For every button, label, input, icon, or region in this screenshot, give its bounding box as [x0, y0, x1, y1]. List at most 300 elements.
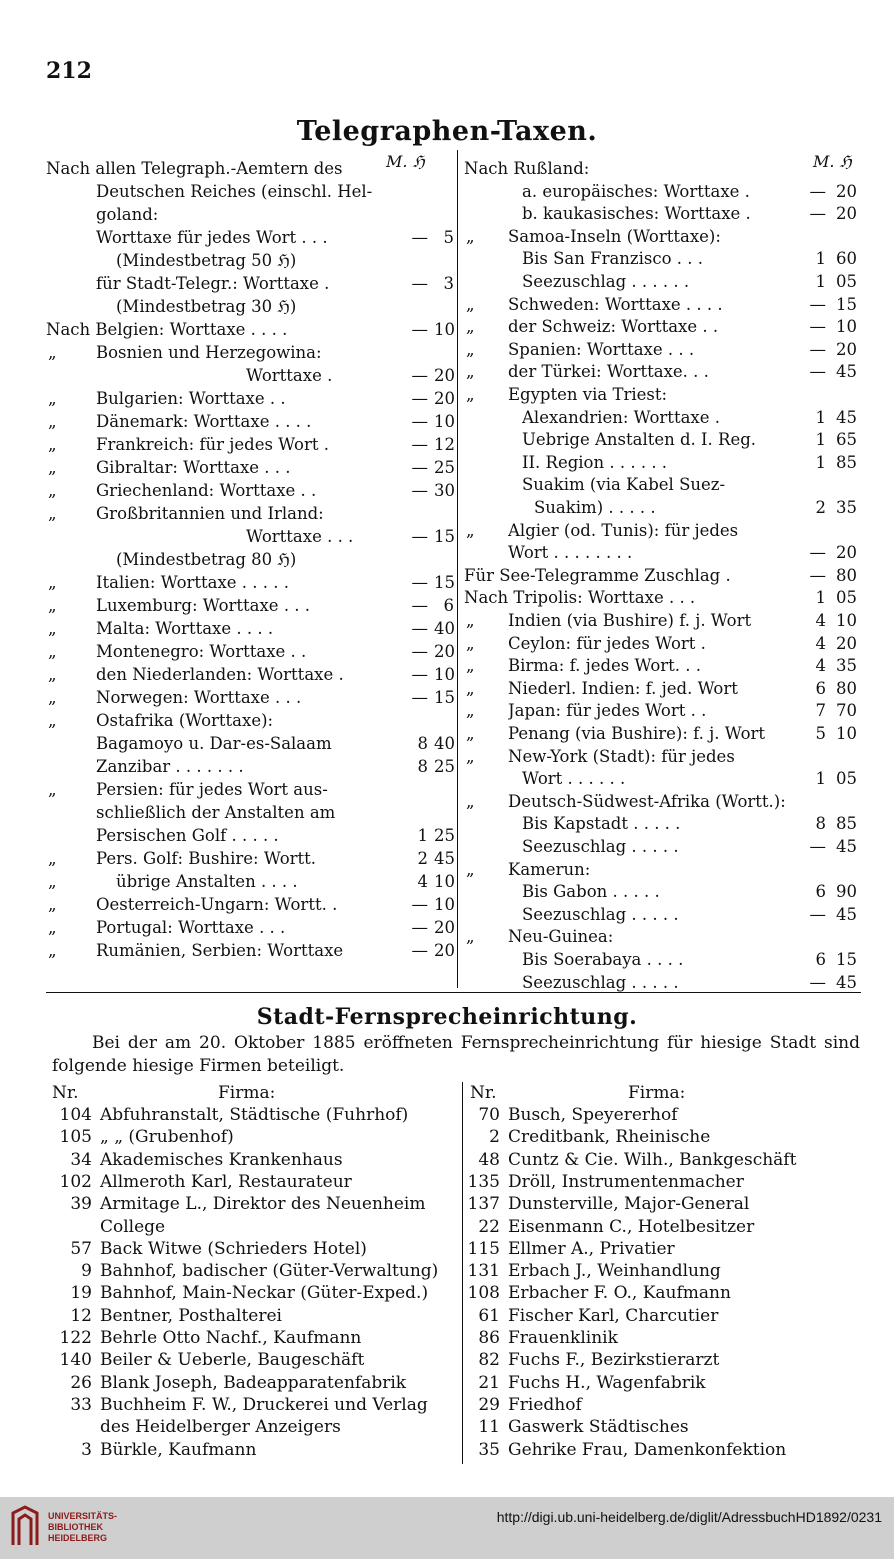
tariff-destination: Nach Belgien: Worttaxe . . . . — [46, 320, 288, 339]
ditto-mark: „ — [466, 746, 475, 766]
tariff-row — [46, 365, 456, 387]
firm-name: Armitage L., Direktor des Neuenheim — [100, 1194, 426, 1215]
price-pfennig: 15 — [434, 527, 455, 546]
ub-heidelberg-logo-icon — [10, 1505, 40, 1549]
tariff-destination: goland: — [96, 205, 159, 224]
firm-number: 102 — [59, 1171, 92, 1192]
firm-name: Erbacher F. O., Kaufmann — [508, 1283, 731, 1304]
ditto-mark: „ — [466, 294, 475, 314]
tariff-destination: Seezuschlag . . . . . . — [522, 272, 690, 291]
price-mark: 1 — [815, 407, 826, 427]
price-mark: 4 — [815, 611, 826, 630]
price-mark: — — [411, 527, 428, 546]
firm-name: Gaswerk Städtisches — [508, 1417, 689, 1438]
price-pfennig: 25 — [434, 757, 455, 776]
firm-number: 35 — [478, 1439, 500, 1460]
tariff-destination: Japan: für jedes Wort . . — [508, 701, 707, 721]
tariff-row — [464, 520, 859, 542]
price-pfennig: 15 — [836, 950, 857, 969]
tariff-destination: Portugal: Worttaxe . . . — [96, 918, 286, 937]
tariff-destination: Birma: f. jedes Wort. . . — [508, 656, 702, 676]
firm-name: Abfuhranstalt, Städtische (Fuhrhof) — [100, 1105, 409, 1125]
tariff-destination: Bis Soerabaya . . . . — [522, 950, 684, 969]
price-mark: 7 — [815, 701, 826, 721]
firm-number: 26 — [70, 1372, 92, 1393]
price-pfennig: 40 — [434, 734, 455, 753]
tariff-destination: Wort . . . . . . . . — [508, 543, 633, 563]
tariff-row — [464, 316, 859, 338]
tariff-row — [46, 227, 456, 249]
price-mark: 1 — [815, 249, 826, 269]
price-mark: — — [809, 543, 826, 563]
ditto-mark: „ — [48, 389, 57, 408]
ditto-mark: „ — [48, 711, 57, 730]
price-mark: 6 — [815, 882, 826, 902]
tariff-row — [46, 572, 456, 594]
tariff-destination: Suakim (via Kabel Suez- — [522, 475, 726, 495]
price-mark: 1 — [815, 769, 826, 789]
tariff-row — [46, 618, 456, 640]
tariff-destination: New-York (Stadt): für jedes — [508, 746, 735, 766]
tariff-destination: Italien: Worttaxe . . . . . — [96, 573, 290, 592]
price-mark: — — [411, 412, 428, 431]
tariff-row — [464, 452, 859, 474]
firm-name: Dröll, Instrumentenmacher — [508, 1171, 744, 1192]
tariff-row — [464, 791, 859, 813]
tariff-row — [46, 549, 456, 571]
tariff-destination: Alexandrien: Worttaxe . — [522, 407, 720, 427]
price-pfennig: 20 — [434, 642, 455, 661]
price-mark: — — [411, 895, 428, 914]
firm-name: Fischer Karl, Charcutier — [508, 1305, 719, 1326]
tariff-row — [46, 434, 456, 456]
column-rule — [457, 150, 458, 988]
tariff-row — [464, 339, 859, 361]
tariff-destination: Deutschen Reiches (einschl. Hel- — [96, 182, 373, 201]
tariff-destination: Persischen Golf . . . . . — [96, 826, 279, 845]
tariff-row — [464, 768, 859, 790]
tariff-row — [464, 723, 859, 745]
firm-name: Beiler & Ueberle, Baugeschäft — [100, 1350, 365, 1371]
price-pfennig: 60 — [836, 249, 857, 269]
price-pfennig: 45 — [836, 904, 857, 924]
price-pfennig: 10 — [836, 724, 857, 743]
tariff-row — [464, 700, 859, 722]
ditto-mark: „ — [466, 678, 475, 698]
tariff-row — [464, 610, 859, 632]
tariff-row — [46, 825, 456, 847]
tariff-destination: Bosnien und Herzegowina: — [96, 343, 322, 362]
tariff-destination: Bis San Franzisco . . . — [522, 249, 704, 269]
price-pfennig: 10 — [836, 317, 857, 337]
price-pfennig: 25 — [434, 458, 455, 477]
ditto-mark: „ — [466, 611, 475, 630]
price-mark: 4 — [815, 656, 826, 676]
tariff-destination: Luxemburg: Worttaxe . . . — [96, 596, 311, 615]
firm-name: Back Witwe (Schrieders Hotel) — [100, 1238, 367, 1259]
price-pfennig: 20 — [434, 389, 455, 408]
price-pfennig: 35 — [836, 498, 857, 517]
tariff-row — [46, 802, 456, 824]
firm-number: 86 — [478, 1328, 500, 1348]
tariff-destination: Neu-Guinea: — [508, 927, 614, 947]
ditto-mark: „ — [466, 385, 475, 404]
price-mark: — — [809, 362, 826, 382]
tariff-destination: Nach Tripolis: Worttaxe . . . — [464, 588, 696, 608]
price-pfennig: 15 — [434, 688, 455, 707]
tariff-destination: Deutsch-Südwest-Afrika (Wortt.): — [508, 791, 786, 811]
tariff-row — [46, 871, 456, 893]
price-mark: 1 — [815, 452, 826, 472]
right-tariff-column — [464, 158, 859, 992]
price-mark: — — [809, 294, 826, 314]
tariff-row — [464, 474, 859, 496]
price-pfennig: 90 — [836, 882, 857, 902]
tariff-destination: a. europäisches: Worttaxe . — [522, 181, 750, 201]
firm-name: Creditbank, Rheinische — [508, 1127, 711, 1148]
tariff-row — [46, 204, 456, 226]
tariff-row — [46, 503, 456, 525]
price-pfennig: 20 — [836, 339, 857, 359]
tariff-row — [464, 633, 859, 655]
tariff-destination: Worttaxe . — [246, 366, 333, 385]
tariff-destination: Penang (via Bushire): f. j. Wort — [508, 724, 766, 743]
price-mark: — — [411, 573, 428, 592]
tariff-row — [46, 181, 456, 203]
firm-name: Bürkle, Kaufmann — [100, 1439, 257, 1460]
price-pfennig: 20 — [836, 633, 857, 653]
tariff-destination: Suakim) . . . . . — [534, 498, 656, 517]
currency-pf: ℌ — [839, 152, 852, 171]
tariff-destination: (Mindestbetrag 30 ℌ) — [116, 297, 297, 316]
firm-name: Buchheim F. W., Druckerei und Verlag — [100, 1394, 428, 1415]
tariff-row — [464, 294, 859, 316]
tariff-row — [46, 848, 456, 870]
price-pfennig: 20 — [434, 918, 455, 937]
firm-name: Bahnhof, badischer (Güter-Verwaltung) — [100, 1261, 439, 1282]
firm-number: 131 — [467, 1261, 500, 1282]
ditto-mark: „ — [48, 596, 57, 615]
tariff-row — [464, 181, 859, 203]
tariff-row — [464, 836, 859, 858]
tariff-destination: für Stadt-Telegr.: Worttaxe . — [96, 274, 330, 293]
tariff-destination: Gibraltar: Worttaxe . . . — [96, 458, 291, 477]
ditto-mark: „ — [48, 412, 57, 431]
firm-name: Allmeroth Karl, Restaurateur — [100, 1171, 352, 1192]
price-mark: 8 — [815, 814, 826, 834]
firm-number: 48 — [478, 1149, 500, 1170]
firm-name: Friedhof — [508, 1394, 582, 1415]
firm-number: 82 — [478, 1350, 500, 1371]
firm-number: 21 — [478, 1372, 500, 1393]
firm-name: Gehrike Frau, Damenkonfektion — [508, 1439, 787, 1460]
ditto-mark: „ — [48, 780, 57, 799]
tariff-destination: Persien: für jedes Wort aus- — [96, 780, 328, 799]
tariff-destination: der Türkei: Worttaxe. . . — [508, 362, 709, 382]
ditto-mark: „ — [466, 633, 475, 653]
tariff-destination: Seezuschlag . . . . . — [522, 837, 679, 856]
firm-number: 61 — [478, 1305, 500, 1326]
price-pfennig: 25 — [434, 826, 455, 845]
ditto-mark: „ — [48, 872, 57, 891]
tariff-row — [464, 859, 859, 881]
intro-text: Bei der am 20. Oktober 1885 eröffneten Fernsprecheinrichtung für hiesige Stadt sind folgende hiesige Firmen beteiligt. — [52, 1033, 860, 1076]
ditto-mark: „ — [466, 520, 475, 540]
price-mark: — — [411, 619, 428, 638]
tariff-destination: den Niederlanden: Worttaxe . — [96, 665, 344, 684]
tariff-destination: Bulgarien: Worttaxe . . — [96, 389, 286, 408]
tariff-row — [464, 384, 859, 406]
price-mark: 4 — [815, 633, 826, 653]
tariff-row — [464, 678, 859, 700]
tariff-row — [464, 904, 859, 926]
firm-header-nr-right: Nr. — [470, 1083, 497, 1103]
price-mark: — — [411, 320, 428, 339]
tariff-row — [46, 388, 456, 410]
tariff-row — [464, 271, 859, 293]
tariff-row — [46, 457, 456, 479]
price-mark: 1 — [417, 826, 428, 845]
tariff-row — [46, 894, 456, 916]
library-logo-text — [48, 1511, 117, 1544]
telephone-title: Stadt-Fernsprecheinrichtung. — [256, 1004, 638, 1030]
firm-number: 3 — [81, 1439, 92, 1460]
tariff-destination: (Mindestbetrag 50 ℌ) — [116, 251, 297, 270]
tariff-destination: Pers. Golf: Bushire: Wortt. — [96, 849, 317, 868]
price-pfennig: 45 — [836, 837, 857, 856]
tariff-destination: Ostafrika (Worttaxe): — [96, 711, 274, 730]
price-mark: 2 — [815, 498, 826, 517]
tariff-destination: Worttaxe . . . — [246, 527, 354, 546]
firm-name: Fuchs H., Wagenfabrik — [508, 1372, 706, 1393]
tariff-row — [464, 158, 859, 180]
price-mark: 8 — [417, 757, 428, 776]
tariff-destination: Seezuschlag . . . . . — [522, 904, 679, 924]
price-pfennig: 15 — [836, 294, 857, 314]
price-pfennig: 10 — [836, 611, 857, 630]
price-pfennig: 30 — [434, 481, 455, 500]
ditto-mark: „ — [48, 642, 57, 661]
tariff-destination: Oesterreich-Ungarn: Wortt. . — [96, 895, 338, 914]
tariff-destination: b. kaukasisches: Worttaxe . — [522, 204, 751, 224]
ditto-mark: „ — [48, 918, 57, 937]
price-pfennig: 80 — [836, 678, 857, 698]
tariff-row — [46, 687, 456, 709]
tariff-destination: Montenegro: Worttaxe . . — [96, 642, 307, 661]
tariff-row — [464, 361, 859, 383]
tariff-destination: der Schweiz: Worttaxe . . — [508, 317, 719, 337]
tariff-row — [464, 746, 859, 768]
firm-number: 57 — [70, 1238, 92, 1259]
tariff-destination: Egypten via Triest: — [508, 385, 668, 404]
firm-number: 70 — [478, 1105, 500, 1125]
firm-number: 11 — [478, 1417, 500, 1438]
price-pfennig: 65 — [836, 430, 857, 450]
ditto-mark: „ — [466, 701, 475, 721]
price-pfennig: 45 — [836, 972, 857, 992]
price-mark: — — [411, 688, 428, 707]
footer-bar — [0, 1497, 894, 1559]
firm-header-firma-right: Firma: — [628, 1083, 686, 1103]
currency-pf: ℌ — [412, 152, 425, 171]
section-divider — [46, 992, 861, 993]
price-pfennig: 05 — [836, 769, 857, 789]
logo-line: UNIVERSITÄTS- — [48, 1511, 118, 1521]
tariff-row — [46, 296, 456, 318]
firm-number: 137 — [467, 1194, 500, 1215]
firm-header-firma-left: Firma: — [218, 1083, 276, 1103]
firm-number: 33 — [70, 1394, 92, 1415]
price-pfennig: 45 — [836, 362, 857, 382]
tariff-destination: Bagamoyo u. Dar-es-Salaam — [96, 734, 332, 753]
firm-number: 2 — [489, 1127, 500, 1148]
tariff-destination: Nach Rußland: — [464, 159, 590, 178]
tariff-destination: übrige Anstalten . . . . — [116, 872, 298, 891]
page-number: 212 — [46, 58, 92, 84]
source-url[interactable]: http://digi.ub.uni-heidelberg.de/diglit/AdressbuchHD1892/0231 — [496, 1509, 882, 1525]
ditto-mark: „ — [48, 619, 57, 638]
price-pfennig: 05 — [836, 588, 857, 608]
firm-name: Eisenmann C., Hotelbesitzer — [508, 1216, 755, 1237]
ditto-mark: „ — [466, 927, 475, 947]
tariff-destination: Niederl. Indien: f. jed. Wort — [508, 678, 738, 698]
price-mark: 1 — [815, 588, 826, 608]
tariff-row — [464, 587, 859, 609]
price-pfennig: 70 — [836, 701, 857, 721]
ditto-mark: „ — [48, 481, 57, 500]
tariff-row — [46, 342, 456, 364]
price-mark: 2 — [417, 849, 428, 868]
tariff-row — [464, 881, 859, 903]
tariff-row — [46, 526, 456, 548]
ditto-mark: „ — [466, 791, 475, 811]
firm-number: 140 — [59, 1350, 92, 1371]
tariff-row — [46, 273, 456, 295]
tariff-destination: Uebrige Anstalten d. I. Reg. — [522, 430, 757, 450]
price-pfennig: 45 — [836, 407, 857, 427]
firm-name: Busch, Speyererhof — [508, 1105, 678, 1125]
firm-name: Ellmer A., Privatier — [508, 1238, 675, 1259]
price-mark: — — [809, 317, 826, 337]
tariff-row — [464, 565, 859, 587]
tariff-row — [464, 248, 859, 270]
firm-number: 22 — [478, 1216, 500, 1237]
price-mark: — — [809, 565, 826, 585]
tariff-destination: Bis Gabon . . . . . — [522, 882, 660, 902]
price-pfennig: 35 — [836, 656, 857, 676]
tariff-destination: Indien (via Bushire) f. j. Wort — [508, 611, 752, 630]
tariff-row — [464, 542, 859, 564]
tariff-destination: Malta: Worttaxe . . . . — [96, 619, 274, 638]
tariff-row — [46, 480, 456, 502]
tariff-destination: Norwegen: Worttaxe . . . — [96, 688, 302, 707]
tariff-row — [46, 940, 456, 962]
firm-name: Dunsterville, Major-General — [508, 1194, 750, 1215]
firm-name: College — [100, 1216, 166, 1237]
logo-line: HEIDELBERG — [48, 1533, 108, 1543]
tariff-row — [46, 319, 456, 341]
price-pfennig: 05 — [836, 272, 857, 291]
price-pfennig: 3 — [443, 274, 454, 293]
price-mark: 1 — [815, 430, 826, 450]
tariff-row — [464, 226, 859, 248]
ditto-mark: „ — [48, 458, 57, 477]
firm-number: 122 — [59, 1328, 92, 1348]
firm-number: 115 — [467, 1238, 500, 1259]
price-pfennig: 80 — [836, 565, 857, 585]
price-mark: 6 — [815, 950, 826, 969]
price-pfennig: 45 — [434, 849, 455, 868]
tariff-destination: Bis Kapstadt . . . . . — [522, 814, 681, 834]
ditto-mark: „ — [466, 656, 475, 676]
price-mark: — — [809, 972, 826, 992]
tariff-destination: Kamerun: — [508, 859, 591, 879]
price-mark: 1 — [815, 272, 826, 291]
price-pfennig: 20 — [434, 941, 455, 960]
logo-line: BIBLIOTHEK — [48, 1522, 103, 1532]
firm-name: Blank Joseph, Badeapparatenfabrik — [100, 1372, 407, 1393]
price-pfennig: 20 — [836, 543, 857, 563]
tariff-destination: schließlich der Anstalten am — [96, 803, 336, 822]
price-pfennig: 10 — [434, 320, 455, 339]
price-mark: — — [411, 458, 428, 477]
price-mark: — — [809, 339, 826, 359]
tariff-destination: (Mindestbetrag 80 ℌ) — [116, 550, 297, 569]
firm-number: 19 — [70, 1283, 92, 1304]
tariff-destination: Worttaxe für jedes Wort . . . — [96, 228, 328, 247]
tariff-destination: Frankreich: für jedes Wort . — [96, 435, 329, 454]
price-pfennig: 20 — [836, 181, 857, 201]
telephone-intro — [52, 1032, 860, 1078]
price-mark: — — [411, 228, 428, 247]
tariff-row — [46, 595, 456, 617]
price-pfennig: 10 — [434, 895, 455, 914]
tariff-row — [464, 429, 859, 451]
ditto-mark: „ — [466, 859, 475, 879]
firm-name: Bahnhof, Main-Neckar (Güter-Exped.) — [100, 1283, 429, 1304]
tariff-row — [46, 158, 456, 180]
price-pfennig: 20 — [836, 204, 857, 224]
firm-number: 135 — [467, 1171, 500, 1192]
tariff-row — [46, 917, 456, 939]
price-mark: — — [809, 181, 826, 201]
tariff-row — [46, 664, 456, 686]
tariff-destination: Nach allen Telegraph.-Aemtern des — [46, 159, 343, 178]
firm-number: 104 — [59, 1105, 92, 1125]
tariff-row — [464, 655, 859, 677]
firm-name: des Heidelberger Anzeigers — [100, 1417, 341, 1438]
price-mark: — — [411, 435, 428, 454]
price-mark: — — [411, 274, 428, 293]
firm-name: Akademisches Krankenhaus — [100, 1149, 343, 1170]
price-mark: 8 — [417, 734, 428, 753]
firm-name: Fuchs F., Bezirkstierarzt — [508, 1350, 720, 1371]
price-mark: — — [411, 642, 428, 661]
tariff-destination: Schweden: Worttaxe . . . . — [508, 294, 723, 314]
tariff-destination: Für See-Telegramme Zuschlag . — [464, 565, 731, 585]
ditto-mark: „ — [48, 435, 57, 454]
tariff-destination: II. Region . . . . . . — [522, 452, 668, 472]
tariff-row — [46, 733, 456, 755]
tariff-destination: Seezuschlag . . . . . — [522, 972, 679, 992]
tariff-row — [464, 497, 859, 519]
firm-name: Bentner, Posthalterei — [100, 1305, 282, 1326]
firm-name: Erbach J., Weinhandlung — [508, 1261, 721, 1282]
tariff-destination: Wort . . . . . . — [522, 769, 626, 789]
firm-name: Frauenklinik — [508, 1328, 618, 1348]
price-mark: — — [411, 665, 428, 684]
tariff-row — [464, 813, 859, 835]
